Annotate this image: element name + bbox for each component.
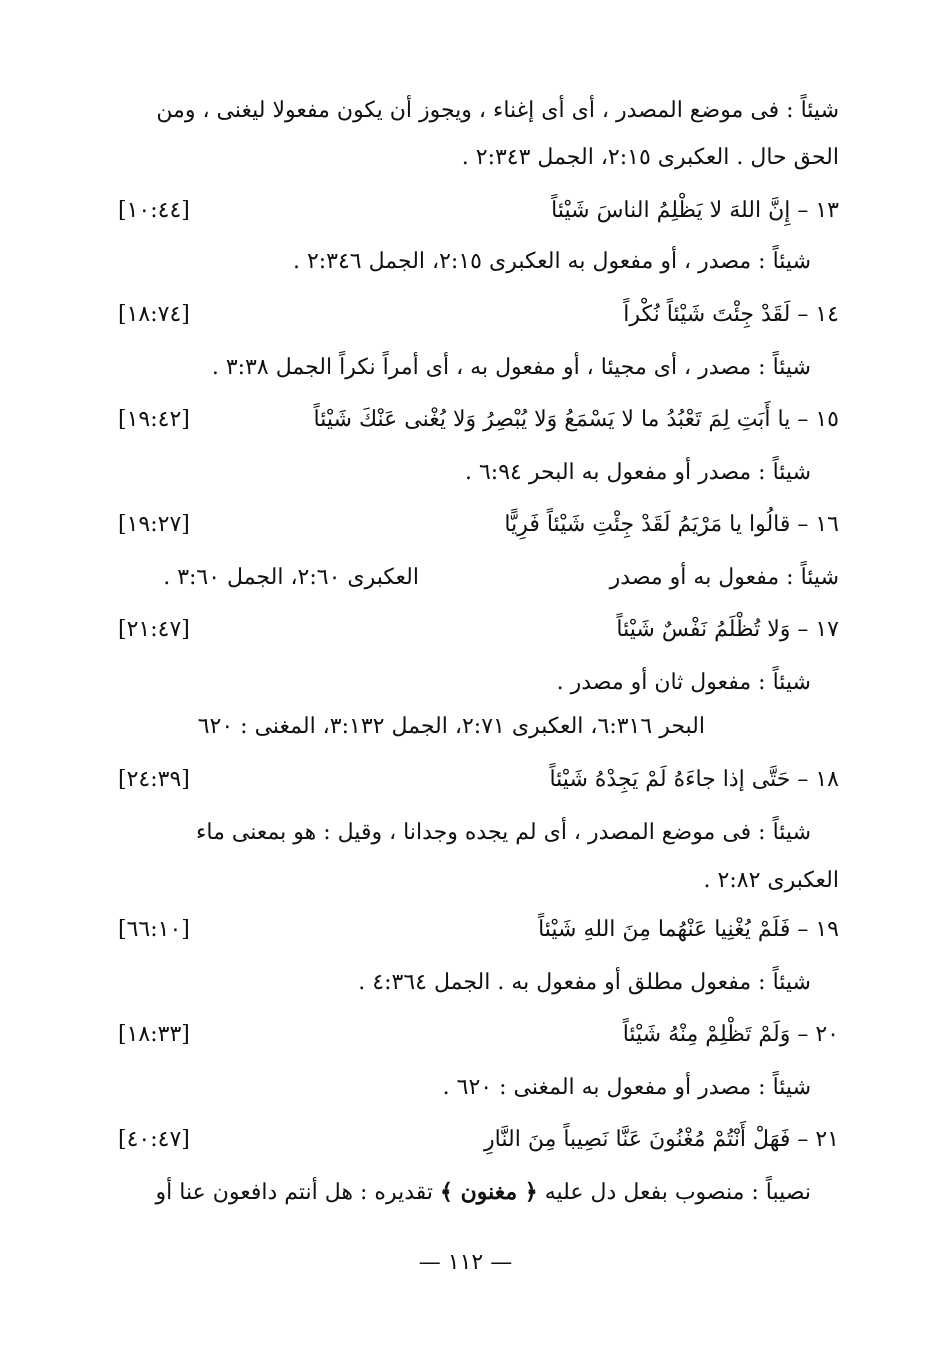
text-line: شيئاً : مفعول به أو مصدر: [609, 565, 839, 590]
last-line-before: نصيباً : منصوب بفعل دل عليه: [544, 1180, 811, 1205]
text-line: شيئاً : فى موضع المصدر ، أى أى إغناء ، ويجوز أن يكون مفعولا ليغنى ، ومن: [156, 98, 839, 123]
text-line-last: [156, 1177, 811, 1207]
verse-19: ١٩ – فَلَمْ يُغْنِيا عَنْهُما مِنَ اللهِ شَيْئاً: [538, 917, 839, 942]
verse-ref-19: [٦٦:١٠]: [118, 917, 190, 942]
verse-13: ١٣ – إِنَّ اللهَ لا يَظْلِمُ الناسَ شَيْئاً: [551, 198, 839, 223]
last-line-after: تقديره : هل أنتم دافعون عنا أو: [155, 1180, 434, 1205]
verse-ref-16: [١٩:٢٧]: [118, 512, 190, 537]
verse-18: ١٨ – حَتَّى إذا جاءَهُ لَمْ يَجِدْهُ شَيْئاً: [549, 767, 839, 792]
verse-20: ٢٠ – وَلَمْ تَظْلِمْ مِنْهُ شَيْئاً: [622, 1022, 839, 1047]
verse-17: ١٧ – وَلا تُظْلَمُ نَفْسٌ شَيْئاً: [616, 617, 839, 642]
text-line: شيئاً : مفعول ثان أو مصدر .: [556, 670, 811, 695]
text-line: شيئاً : مصدر أو مفعول به البحر ٦:٩٤ .: [464, 460, 811, 485]
text-line: شيئاً : مصدر أو مفعول به المغنى : ٦٢٠ .: [442, 1075, 811, 1100]
page-number: — ١١٢ —: [418, 1250, 513, 1275]
text-line: العكبرى ٢:٨٢ .: [703, 868, 839, 893]
verse-ref-14: [١٨:٧٤]: [118, 302, 190, 327]
text-line: شيئاً : فى موضع المصدر ، أى لم يجده وجدانا ، وقيل : هو بمعنى ماء: [196, 820, 811, 845]
verse-16: ١٦ – قالُوا يا مَرْيَمُ لَقَدْ جِئْتِ شَيْئاً فَرِيًّا: [504, 512, 839, 537]
text-line: شيئاً : مصدر ، أو مفعول به العكبرى ٢:١٥، الجمل ٢:٣٤٦ .: [292, 249, 811, 274]
verse-14: ١٤ – لَقَدْ جِئْتَ شَيْئاً نُكْراً: [623, 302, 839, 327]
verse-ref-18: [٢٤:٣٩]: [118, 767, 190, 792]
text-line: شيئاً : مصدر ، أى مجيئا ، أو مفعول به ، أى أمراً نكراً الجمل ٣:٣٨ .: [211, 355, 811, 380]
verse-21: ٢١ – فَهَلْ أَنْتُمْ مُغْنُونَ عَنَّا نَصِيباً مِنَ النَّارِ: [484, 1127, 839, 1152]
verse-ref-13: [١٠:٤٤]: [118, 198, 190, 223]
verse-ref-17: [٢١:٤٧]: [118, 617, 190, 642]
verse-ref-21: [٤٠:٤٧]: [118, 1127, 190, 1152]
verse-15: ١٥ – يا أَبَتِ لِمَ تَعْبُدُ ما لا يَسْمَعُ وَلا يُبْصِرُ وَلا يُغْنى عَنْكَ شَيْئاً: [313, 407, 839, 432]
text-line-citation: العكبرى ٢:٦٠، الجمل ٣:٦٠ .: [163, 565, 419, 590]
verse-ref-15: [١٩:٤٢]: [118, 407, 190, 432]
verse-ref-20: [١٨:٣٣]: [118, 1022, 190, 1047]
text-line: شيئاً : مفعول مطلق أو مفعول به . الجمل ٤:٣٦٤ .: [358, 970, 811, 995]
text-line: البحر ٦:٣١٦، العكبرى ٢:٧١، الجمل ٣:١٣٢، المغنى : ٦٢٠: [197, 714, 705, 739]
last-line-bold-word: ﴿ مغنون ﴾: [440, 1179, 538, 1205]
text-line: الحق حال . العكبرى ٢:١٥، الجمل ٢:٣٤٣ .: [461, 145, 839, 170]
